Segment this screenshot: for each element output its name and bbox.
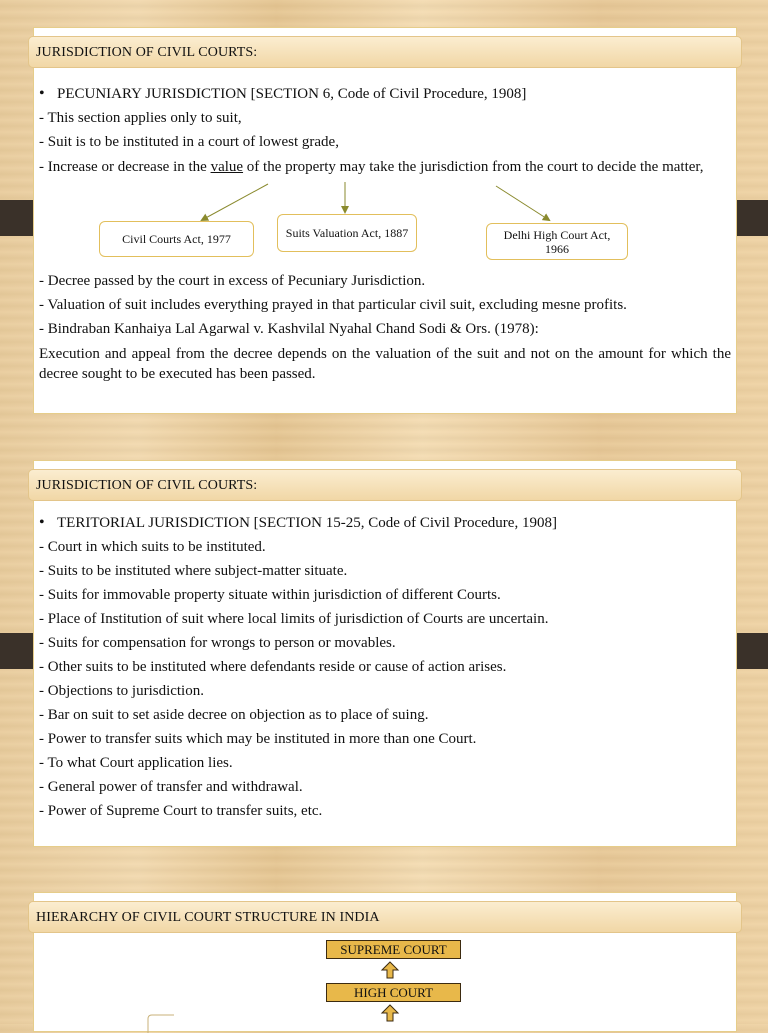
tier-high-court: HIGH COURT <box>326 983 461 1002</box>
tier-supreme-court: SUPREME COURT <box>326 940 461 959</box>
paragraph: Execution and appeal from the decree depends on the valuation of the suit and not on the amount for which the decree sought to be executed has been passed. <box>39 346 731 382</box>
slide-territorial <box>33 460 737 847</box>
text-line: - Place of Institution of suit where local limits of jurisdiction of Courts are uncertain. <box>39 611 549 627</box>
arrow-to-civil-courts-act <box>202 184 268 220</box>
box-civil-courts-act: Civil Courts Act, 1977 <box>99 221 254 257</box>
slide-header: JURISDICTION OF CIVIL COURTS: <box>28 469 742 501</box>
slide-hierarchy <box>33 892 737 1032</box>
value-underlined: value <box>210 159 244 175</box>
text-line: - Power of Supreme Court to transfer suits, etc. <box>39 803 323 819</box>
text-line: - Power to transfer suits which may be instituted in more than one Court. <box>39 731 477 747</box>
text-line: - Suit is to be instituted in a court of lowest grade, <box>39 134 339 150</box>
arrow-to-delhi-high-court-act <box>496 186 549 220</box>
text-line: - To what Court application lies. <box>39 755 233 771</box>
text-line: - Suits for compensation for wrongs to person or movables. <box>39 635 396 651</box>
up-arrow-icon <box>380 961 400 979</box>
text-line: - Decree passed by the court in excess of Pecuniary Jurisdiction. <box>39 273 426 289</box>
text-line: - Bar on suit to set aside decree on objection as to place of suing. <box>39 707 429 723</box>
bullet-heading: • PECUNIARY JURISDICTION [SECTION 6, Code of Civil Procedure, 1908] <box>39 84 731 104</box>
text-line: - Objections to jurisdiction. <box>39 683 204 699</box>
text-line: - Suits for immovable property situate within jurisdiction of different Courts. <box>39 587 501 603</box>
up-arrow-icon <box>380 1004 400 1022</box>
slide-header: HIERARCHY OF CIVIL COURT STRUCTURE IN INDIA <box>28 901 742 933</box>
bullet-heading: • TERITORIAL JURISDICTION [SECTION 15-25, Code of Civil Procedure, 1908] <box>39 513 731 533</box>
text-line: - Bindraban Kanhaiya Lal Agarwal v. Kashvilal Nyahal Chand Sodi & Ors. (1978): <box>39 321 539 337</box>
text-line: - Suits to be instituted where subject-matter situate. <box>39 563 348 579</box>
text-line: - Court in which suits to be instituted. <box>39 539 266 555</box>
box-suits-valuation-act: Suits Valuation Act, 1887 <box>277 214 417 252</box>
text-line: - This section applies only to suit, <box>39 110 242 126</box>
branch-connector <box>144 1013 184 1033</box>
value-line-after: of the property may take the jurisdiction from the court to decide the matter, <box>243 159 704 175</box>
value-line <box>39 157 731 177</box>
value-line-before: - Increase or decrease in the <box>39 159 211 175</box>
slide-pecuniary <box>33 27 737 414</box>
text-line: - Valuation of suit includes everything prayed in that particular civil suit, excluding mesne profits. <box>39 297 627 313</box>
text-line: - General power of transfer and withdrawal. <box>39 779 303 795</box>
slide-header: JURISDICTION OF CIVIL COURTS: <box>28 36 742 68</box>
box-delhi-high-court-act: Delhi High Court Act, 1966 <box>486 223 628 260</box>
text-line: - Other suits to be instituted where defendants reside or cause of action arises. <box>39 659 507 675</box>
